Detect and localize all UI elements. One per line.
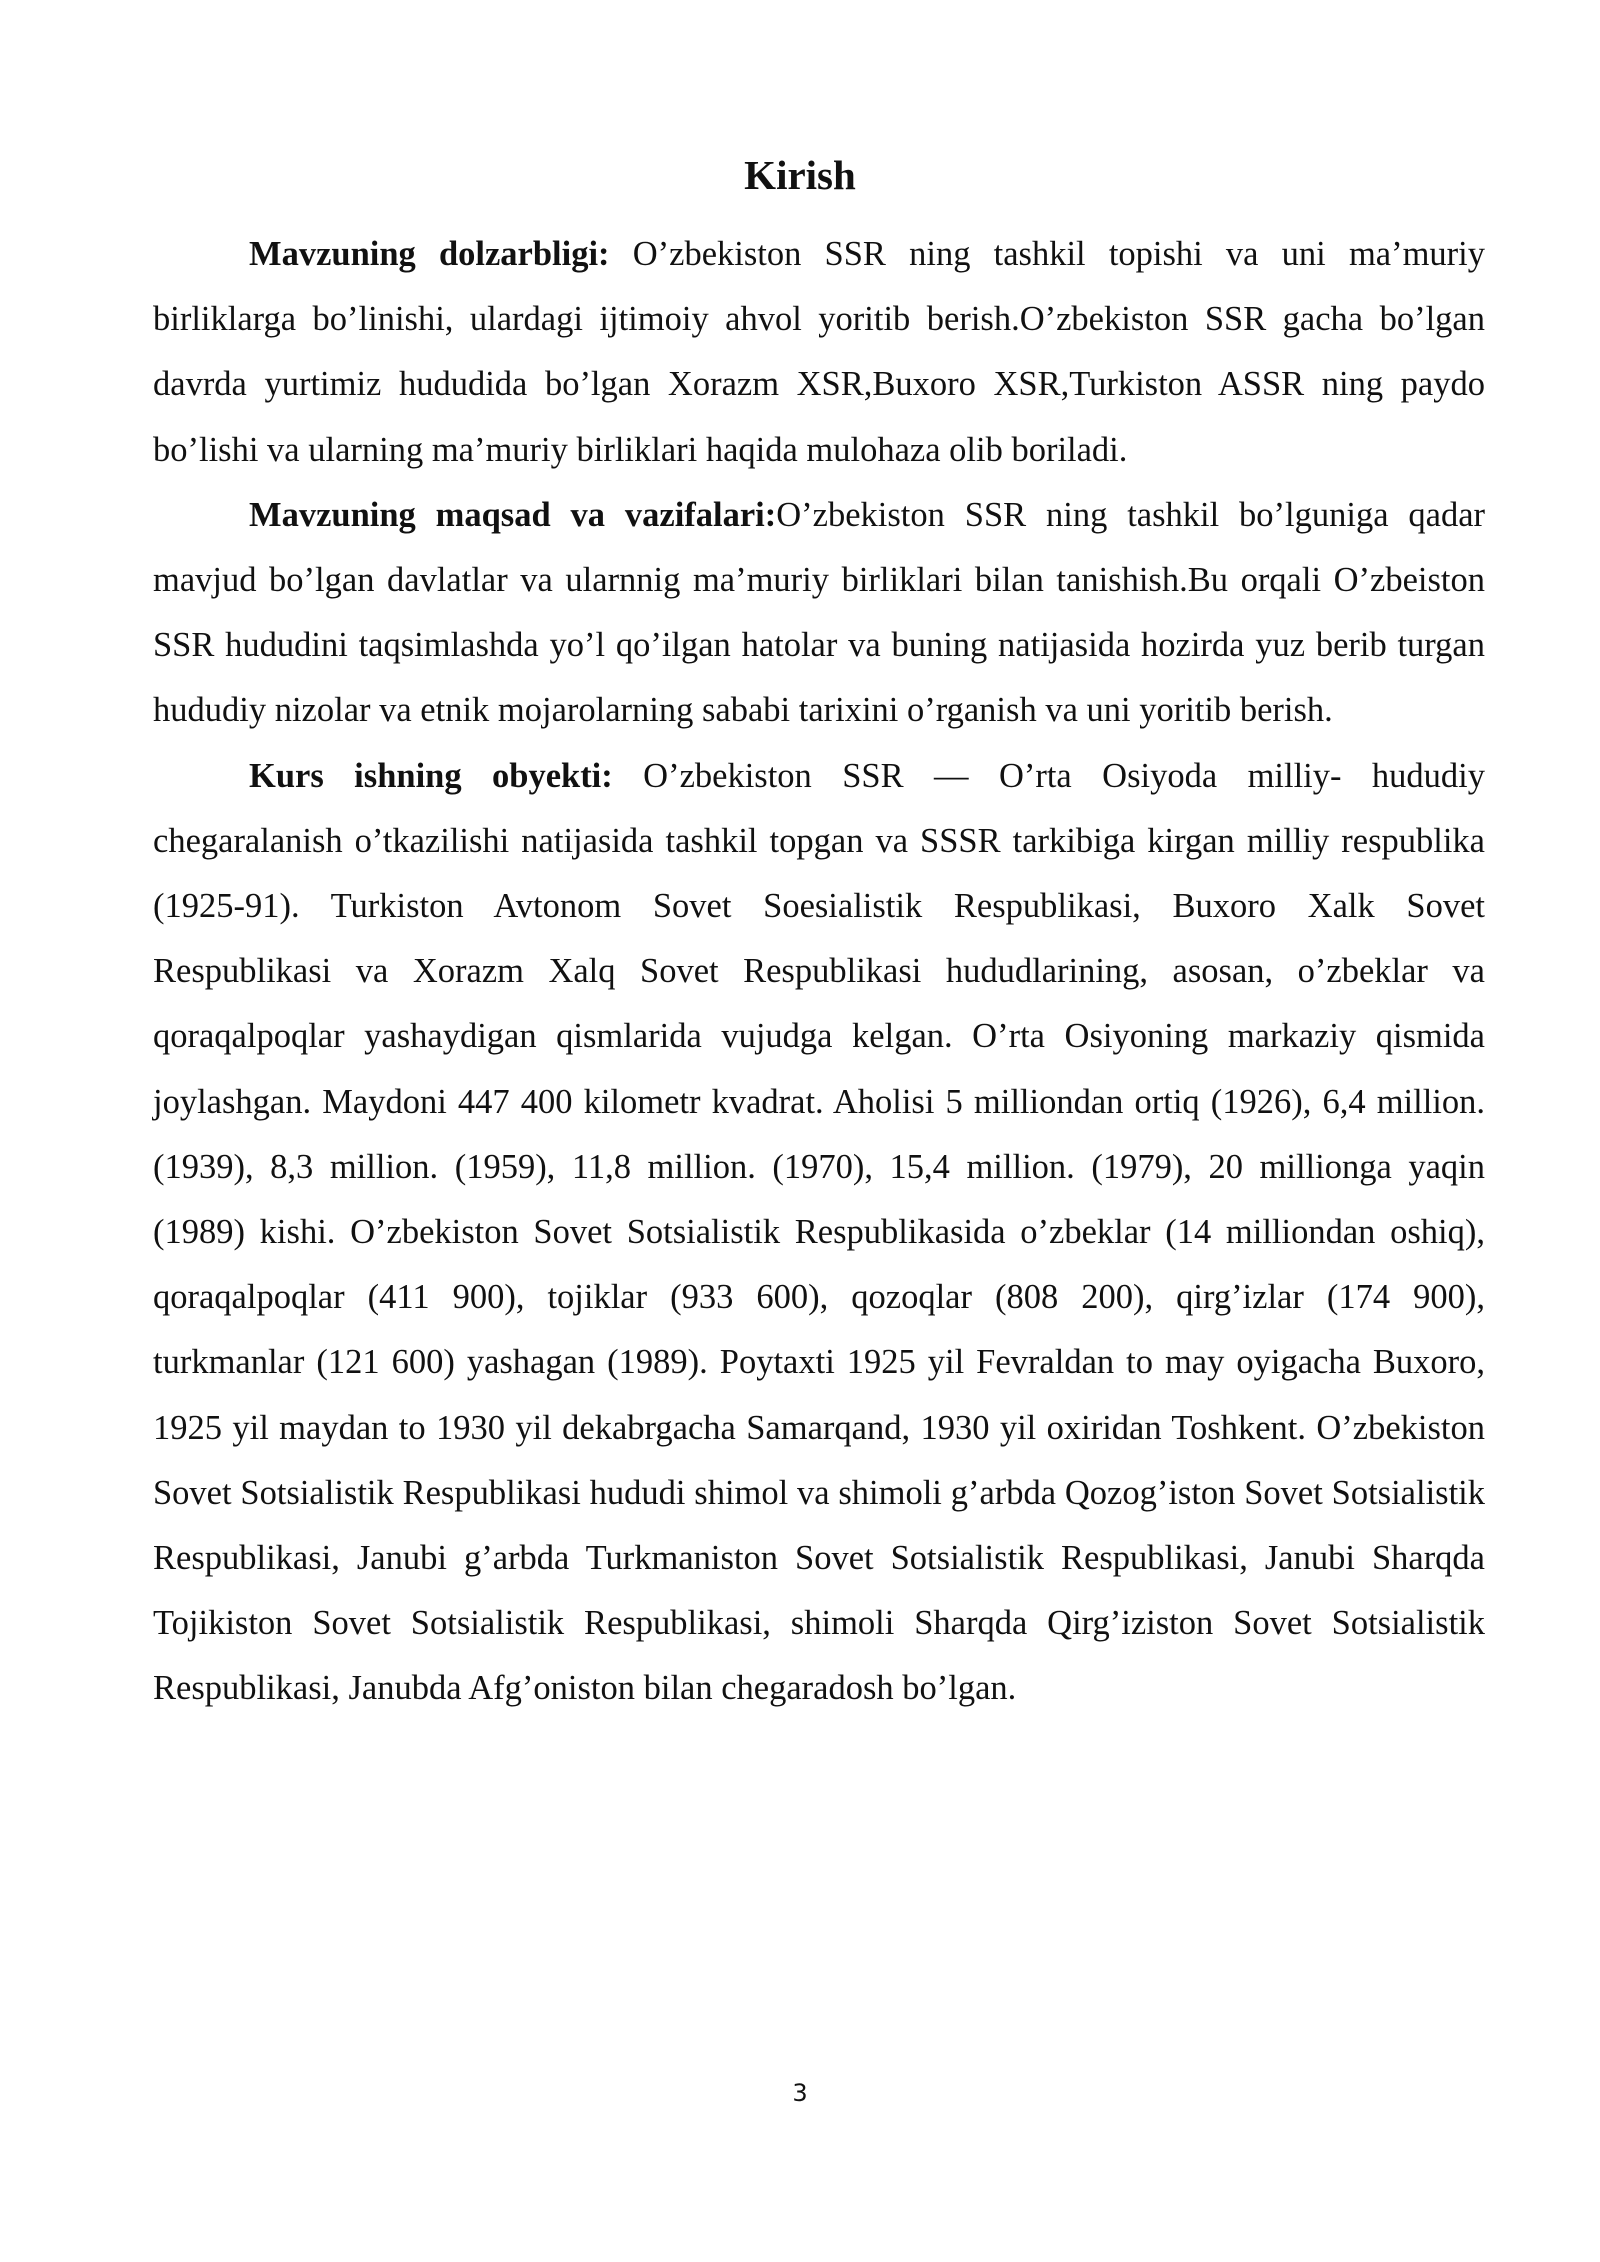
- document-body: [153, 222, 1485, 1722]
- page-title: Kirish: [744, 152, 856, 198]
- paragraph-label: Mavzuning maqsad va vazifalari:: [249, 495, 777, 534]
- paragraph-label: Mavzuning dolzarbligi:: [249, 235, 610, 273]
- paragraph-label: Kurs ishning obyekti:: [249, 756, 613, 795]
- paragraph-goals: [153, 483, 1485, 744]
- paragraph-text: O’zbekiston SSR — O’rta Osiyoda milliy- hududiy chegaralanish o’tkazilishi natijasida tashkil topgan va SSSR tarkibiga kirgan milliy respublika (1925-91). Turkiston Avtonom Sovet Soesialistik Respublikasi, Buxoro Xalk Sovet Respublikasi va Xorazm Xalq Sovet Respublikasi hududlarining, asosan, o’zbeklar va qoraqalpoqlar yashaydigan qismlarida vujudga kelgan. O’rta Osiyoning markaziy qismida joylashgan. Maydoni 447 400 kilometr kvadrat. Aholisi 5 milliondan ortiq (1926), 6,4 million. (1939), 8,3 million. (1959), 11,8 million. (1970), 15,4 million. (1979), 20 millionga yaqin (1989) kishi. O’zbekiston Sovet Sotsialistik Respublikasida o’zbeklar (14 milliondan oshiq), qoraqalpoqlar (411 900), tojiklar (933 600), qozoqlar (808 200), qirg’izlar (174 900), turkmanlar (121 600) yashagan (1989). Poytaxti 1925 yil Fevraldan to may oyigacha Buxoro, 1925 yil maydan to 1930 yil dekabrgacha Samarqand, 1930 yil oxiridan Toshkent. O’zbekiston Sovet Sotsialistik Respublikasi hududi shimol va shimoli g’arbda Qozog’iston Sovet Sotsialistik Respublikasi, Janubi g’arbda Turkmaniston Sovet Sotsialistik Respublikasi, Janubi Sharqda Tojikiston Sovet Sotsialistik Respublikasi, shimoli Sharqda Qirg’iziston Sovet Sotsialistik Respublikasi, Janubda Afg’oniston bilan chegaradosh bo’lgan.: [153, 756, 1485, 1708]
- page-number: 3: [792, 2079, 808, 2107]
- paragraph-text: O’zbekiston SSR ning tashkil topishi va uni ma’muriy birliklarga bo’linishi, ulardagi ijtimoiy ahvol yoritib berish.O’zbekiston SSR gacha bo’lgan davrda yurtimiz hududida bo’lgan Xorazm XSR,Buxoro XSR,Turkiston ASSR ning paydo bo’lishi va ularning ma’muriy birliklari haqida mulohaza olib boriladi.: [153, 235, 1485, 469]
- paragraph-text: O’zbekiston SSR ning tashkil bo’lguniga qadar mavjud bo’lgan davlatlar va ularnnig ma’muriy birliklari bilan tanishish.Bu orqali O’zbeiston SSR hududini taqsimlashda yo’l qo’ilgan hatolar va buning natijasida hozirda yuz berib turgan hududiy nizolar va etnik mojarolarning sababi tarixini o’rganish va uni yoritib berish.: [153, 495, 1485, 730]
- paragraph-relevance: [153, 222, 1485, 483]
- paragraph-object: [153, 744, 1485, 1722]
